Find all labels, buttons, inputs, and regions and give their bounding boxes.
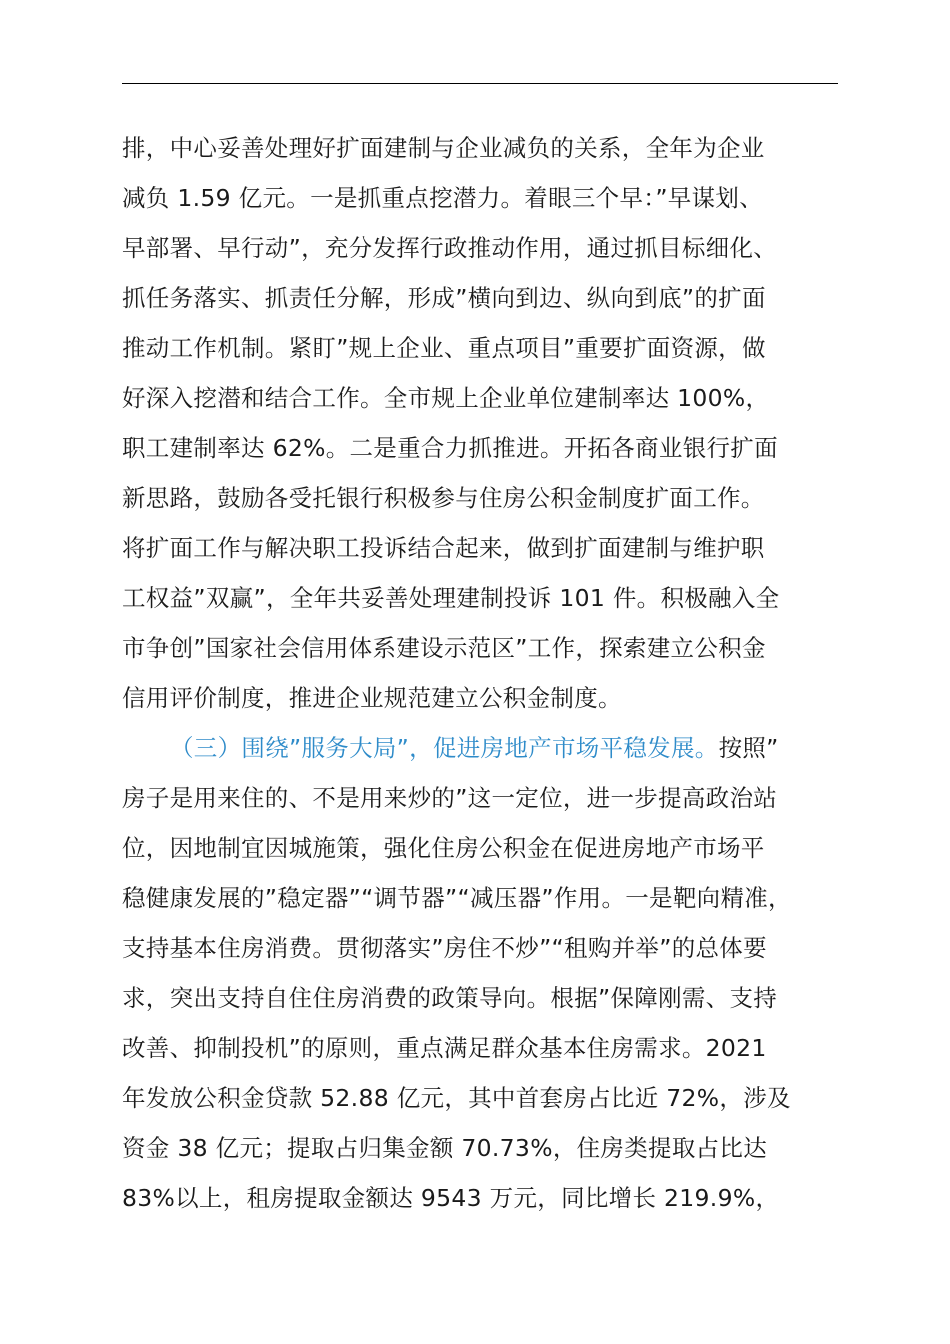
paragraph-line: 好深入挖潜和结合工作。全市规上企业单位建制率达 100%， (122, 384, 770, 412)
paragraph-line: 稳健康发展的”稳定器”“调节器”“减压器”作用。一是靶向精准， (122, 884, 792, 912)
paragraph-line: 职工建制率达 62%。二是重合力抓推进。开拓各商业银行扩面 (122, 434, 778, 462)
paragraph-line: 减负 1.59 亿元。一是抓重点挖潜力。着眼三个早：”早谋划、 (122, 184, 763, 212)
paragraph-line: 资金 38 亿元；提取占归集金额 70.73%，住房类提取占比达 (122, 1134, 768, 1162)
paragraph-line: 排，中心妥善处理好扩面建制与企业减负的关系，全年为企业 (122, 134, 765, 162)
section-heading-line (170, 733, 779, 763)
paragraph-line: 改善、抑制投机”的原则，重点满足群众基本住房需求。2021 (122, 1034, 767, 1062)
paragraph-line: 早部署、早行动”，充分发挥行政推动作用，通过抓目标细化、 (122, 234, 778, 262)
paragraph-line: 求，突出支持自住住房消费的政策导向。根据”保障刚需、支持 (122, 984, 778, 1012)
paragraph-line: 抓任务落实、抓责任分解，形成”横向到边、纵向到底”的扩面 (122, 284, 766, 312)
paragraph-line: 年发放公积金贷款 52.88 亿元，其中首套房占比近 72%，涉及 (122, 1084, 791, 1112)
paragraph-line: 将扩面工作与解决职工投诉结合起来，做到扩面建制与维护职 (122, 534, 765, 562)
paragraph-line: 推动工作机制。紧盯”规上企业、重点项目”重要扩面资源，做 (122, 334, 766, 362)
paragraph-line: 房子是用来住的、不是用来炒的”这一定位，进一步提高政治站 (122, 784, 778, 812)
paragraph-line: 信用评价制度，推进企业规范建立公积金制度。 (122, 684, 622, 712)
paragraph-line: 工权益”双赢”，全年共妥善处理建制投诉 101 件。积极融入全 (122, 584, 780, 612)
paragraph-line: 支持基本住房消费。贯彻落实”房住不炒”“租购并举”的总体要 (122, 934, 767, 962)
section-heading: （三）围绕”服务大局”，促进房地产市场平稳发展。 (170, 734, 719, 762)
section-lead-text: 按照” (718, 734, 779, 762)
paragraph-line: 位，因地制宜因城施策，强化住房公积金在促进房地产市场平 (122, 834, 765, 862)
paragraph-line: 新思路，鼓励各受托银行积极参与住房公积金制度扩面工作。 (122, 484, 765, 512)
header-rule (122, 83, 838, 84)
paragraph-line: 市争创”国家社会信用体系建设示范区”工作，探索建立公积金 (122, 634, 766, 662)
paragraph-line: 83%以上，租房提取金额达 9543 万元，同比增长 219.9%， (122, 1184, 780, 1212)
